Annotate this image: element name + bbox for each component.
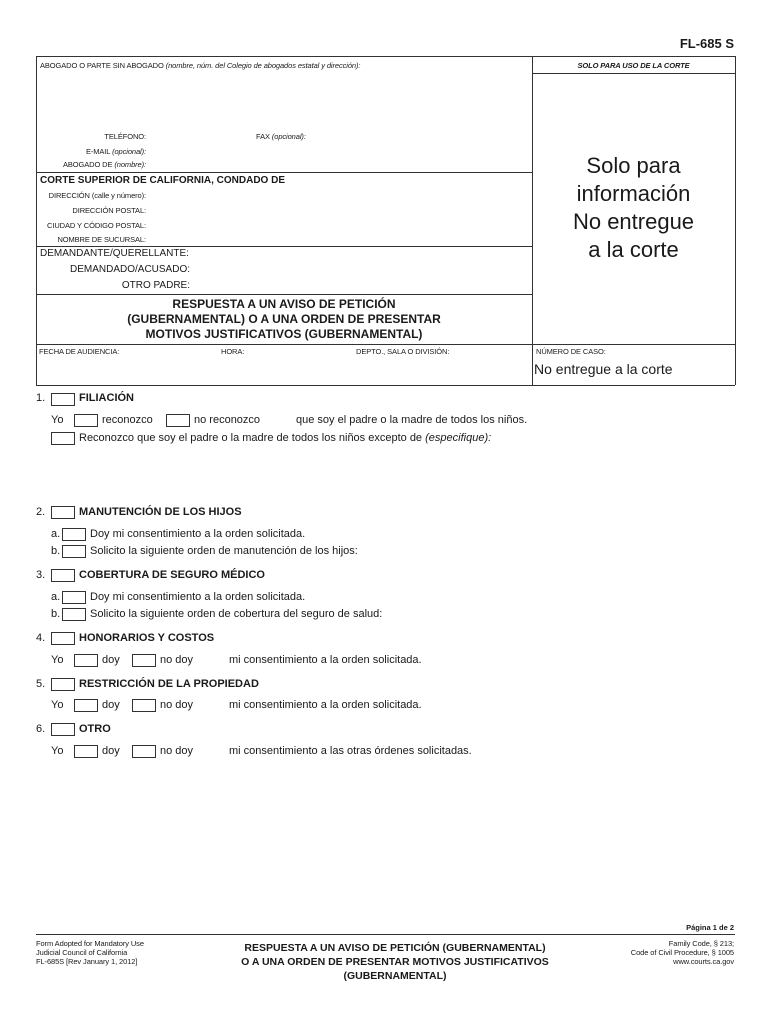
demandante-label: DEMANDANTE/QUERELLANTE: — [40, 248, 189, 259]
section-2-title: MANUTENCIÓN DE LOS HIJOS — [79, 506, 242, 518]
section-4-checkbox[interactable] — [51, 632, 75, 645]
section-6-title: OTRO — [79, 723, 111, 735]
attorney-label: ABOGADO O PARTE SIN ABOGADO (nombre, núm. del Colegio de abogados estatal y dirección): — [40, 61, 361, 70]
direccion-label: DIRECCIÓN (calle y número): — [48, 191, 146, 200]
form-id: FL-685 S — [679, 36, 734, 51]
parties-divider — [36, 246, 532, 247]
header-right-border — [735, 56, 736, 385]
section-4-no-doy: no doy — [160, 654, 194, 666]
section-6-checkbox[interactable] — [51, 723, 75, 736]
section-3-a-checkbox[interactable] — [62, 591, 86, 604]
header-top-border — [36, 56, 735, 57]
section-5-checkbox[interactable] — [51, 678, 75, 691]
watermark-note: Solo para información No entregue a la corte — [572, 153, 695, 262]
section-3-a-text: Doy mi consentimiento a la orden solicitada. — [90, 591, 306, 603]
fax-label: FAX (opcional): — [256, 132, 306, 141]
except-checkbox[interactable] — [51, 432, 75, 445]
court-section-divider — [36, 172, 532, 173]
footer-left: Form Adopted for Mandatory Use Judicial Council of California FL-685S [Rev January 1, 2012] — [36, 939, 144, 966]
section-4-number: 4. — [36, 632, 46, 644]
section-5-no-doy: no doy — [160, 699, 194, 711]
section-2-b-text: Solicito la siguiente orden de manutención de los hijos: — [90, 545, 358, 557]
section-3-checkbox[interactable] — [51, 569, 75, 582]
court-use-label: SOLO PARA USO DE LA CORTE — [577, 61, 690, 70]
section-2-a-checkbox[interactable] — [62, 528, 86, 541]
document-title: RESPUESTA A UN AVISO DE PETICIÓN (GUBERNAMENTAL) O A UNA ORDEN DE PRESENTAR MOTIVOS JUSTIFICATIVOS (GUBERNAMENTAL) — [127, 297, 441, 341]
footer-right: Family Code, § 213; Code of Civil Procedure, § 1005 www.courts.ca.gov — [630, 939, 734, 966]
section-6-number: 6. — [36, 723, 46, 735]
section-4-doy: doy — [102, 654, 120, 666]
case-note: No entregue a la corte — [534, 361, 673, 377]
section-2-checkbox[interactable] — [51, 506, 75, 519]
footer-title: RESPUESTA A UN AVISO DE PETICIÓN (GUBERNAMENTAL) O A UNA ORDEN DE PRESENTAR MOTIVOS JUSTIFICATIVOS (GUBERNAMENTAL) — [241, 942, 549, 982]
section-3-title: COBERTURA DE SEGURO MÉDICO — [79, 569, 265, 581]
section-5-rest: mi consentimiento a la orden solicitada. — [229, 699, 422, 711]
section-6-doy: doy — [102, 745, 120, 757]
abogado-de-label: ABOGADO DE (nombre): — [62, 160, 146, 169]
section-3-b: b. — [51, 608, 61, 620]
section-6-doy-checkbox[interactable] — [74, 745, 98, 758]
section-5-yo: Yo — [51, 699, 64, 711]
no-reconozco-checkbox[interactable] — [166, 414, 190, 427]
otro-padre-label: OTRO PADRE: — [121, 280, 190, 291]
section-6-no-doy: no doy — [160, 745, 194, 757]
telefono-label: TELÉFONO: — [104, 132, 146, 141]
section-1-checkbox[interactable] — [51, 393, 75, 406]
section-2-b-checkbox[interactable] — [62, 545, 86, 558]
section-2-b: b. — [51, 545, 61, 557]
section-6-rest: mi consentimiento a las otras órdenes solicitadas. — [229, 745, 472, 757]
title-divider — [36, 294, 532, 295]
section-5-no-doy-checkbox[interactable] — [132, 699, 156, 712]
section-2-number: 2. — [36, 506, 46, 518]
section-4-no-doy-checkbox[interactable] — [132, 654, 156, 667]
section-3-a: a. — [51, 591, 61, 603]
hora-label: HORA: — [221, 347, 245, 356]
page-number: Página 1 de 2 — [686, 923, 734, 932]
no-reconozco-label: no reconozco — [194, 414, 261, 426]
section-3-b-checkbox[interactable] — [62, 608, 86, 621]
section-5-number: 5. — [36, 678, 46, 690]
section-5-doy-checkbox[interactable] — [74, 699, 98, 712]
reconozco-label: reconozco — [102, 414, 153, 426]
section-1-number: 1. — [36, 392, 46, 404]
footer-divider — [36, 934, 735, 935]
section-3-b-text: Solicito la siguiente orden de cobertura del seguro de salud: — [90, 608, 383, 620]
ciudad-label: CIUDAD Y CÓDIGO POSTAL: — [47, 221, 146, 230]
reconozco-checkbox[interactable] — [74, 414, 98, 427]
numero-caso-label: NÚMERO DE CASO: — [536, 347, 606, 356]
section-1-yo: Yo — [51, 414, 64, 426]
section-6-no-doy-checkbox[interactable] — [132, 745, 156, 758]
section-1-rest: que soy el padre o la madre de todos los niños. — [296, 414, 528, 426]
section-5-doy: doy — [102, 699, 120, 711]
demandado-label: DEMANDADO/ACUSADO: — [69, 264, 190, 275]
section-2-a: a. — [51, 528, 61, 540]
court-name: CORTE SUPERIOR DE CALIFORNIA, CONDADO DE — [40, 175, 286, 186]
direccion-postal-label: DIRECCIÓN POSTAL: — [72, 206, 146, 215]
fecha-audiencia-label: FECHA DE AUDIENCIA: — [39, 347, 120, 356]
section-4-title: HONORARIOS Y COSTOS — [79, 632, 215, 644]
section-4-rest: mi consentimiento a la orden solicitada. — [229, 654, 422, 666]
header-bottom-border — [36, 385, 735, 386]
except-label: Reconozco que soy el padre o la madre de todos los niños excepto de (especifique): — [79, 432, 492, 444]
section-4-doy-checkbox[interactable] — [74, 654, 98, 667]
section-3-number: 3. — [36, 569, 46, 581]
section-1-title: FILIACIÓN — [79, 392, 134, 404]
depto-label: DEPTO., SALA O DIVISIÓN: — [356, 347, 450, 356]
sucursal-label: NOMBRE DE SUCURSAL: — [57, 235, 146, 244]
section-2-a-text: Doy mi consentimiento a la orden solicitada. — [90, 528, 306, 540]
section-6-yo: Yo — [51, 745, 64, 757]
hearing-divider — [36, 344, 735, 345]
court-use-divider — [532, 73, 735, 74]
section-5-title: RESTRICCIÓN DE LA PROPIEDAD — [79, 678, 259, 690]
section-4-yo: Yo — [51, 654, 64, 666]
email-label: E-MAIL (opcional): — [85, 147, 146, 156]
